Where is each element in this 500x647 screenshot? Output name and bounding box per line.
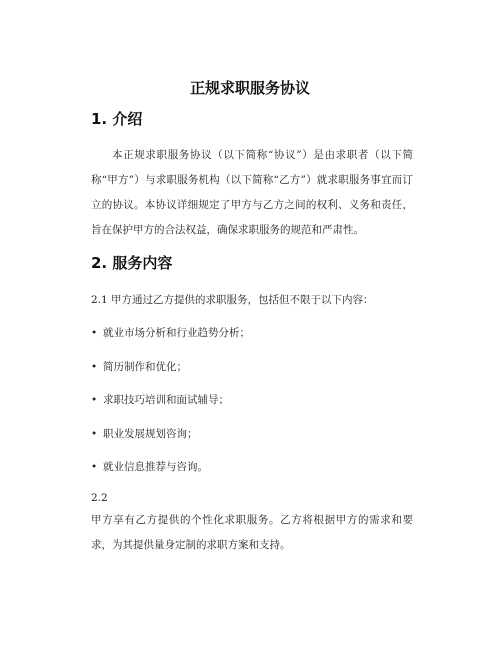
list-item: • 就业信息推荐与咨询。 [91, 461, 208, 473]
section2-sub-number: 2.2 [91, 492, 108, 504]
section1-paragraph: 本正规求职服务协议（以下简称“协议”）是由求职者（以下简称“甲方”）与求职服务机构（以下简称“乙方”）就求职服务事宜而订立的协议。本协议详细规定了甲方与乙方之间的权利、义务和责任，旨在保护甲方的合法权益，确保求职服务的规范和严肃性。 [91, 149, 413, 236]
list-item: • 简历制作和优化； [91, 361, 187, 373]
bullet-icon: • [91, 327, 98, 339]
bullet-icon: • [91, 428, 98, 440]
list-item: • 就业市场分析和行业趋势分析； [91, 327, 250, 339]
list-item: • 求职技巧培训和面试辅导； [91, 394, 229, 406]
section1-heading: 1. 介绍 [91, 110, 143, 128]
section2-heading: 2. 服务内容 [91, 254, 173, 272]
bullet-icon: • [91, 394, 98, 406]
section2-sub-paragraph: 甲方享有乙方提供的个性化求职服务。乙方将根据甲方的需求和要求，为其提供量身定制的求职方案和支持。 [91, 514, 413, 551]
section2-intro: 2.1 甲方通过乙方提供的求职服务，包括但不限于以下内容： [91, 294, 374, 306]
bullet-icon: • [91, 361, 98, 373]
bullet-icon: • [91, 461, 98, 473]
document-title: 正规求职服务协议 [189, 79, 310, 97]
list-item: • 职业发展规划咨询； [91, 428, 198, 440]
